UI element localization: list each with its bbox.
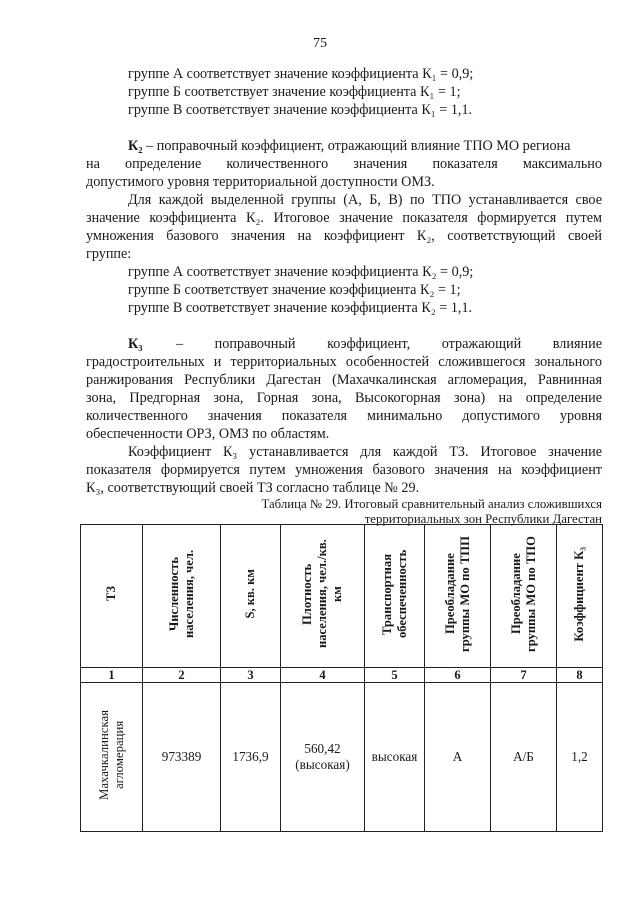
zones-table bbox=[80, 524, 603, 832]
k2-para2-line2: значение коэффициента К₂. Итоговое значение показателя формируется путем bbox=[86, 210, 602, 226]
k1-item-c: группе В соответствует значение коэффициента К₁ = 1,1. bbox=[128, 102, 473, 118]
header-transport bbox=[365, 525, 425, 668]
cell-density bbox=[281, 683, 365, 832]
table-header-row bbox=[81, 525, 603, 668]
k2-para2-line1: Для каждой выделенной группы (А, Б, В) по ТПО устанавливается свое bbox=[128, 192, 602, 208]
k2-definition-start: – поправочный коэффициент, отражающий влияние ТПО МО региона bbox=[142, 138, 571, 154]
header-tpo bbox=[491, 525, 557, 668]
header-area-label: S, кв. км bbox=[243, 569, 257, 619]
table-row bbox=[81, 683, 603, 832]
k2-term: К₂ bbox=[128, 138, 143, 154]
table-caption-line2: территориальных зон Республики Дагестан bbox=[364, 512, 602, 526]
k2-para2-line3: умножения базового значения на коэффициент К₂, соответствующий своей bbox=[86, 228, 602, 244]
k3-para2-line3: К₃, соответствующий своей ТЗ согласно таблице № 29. bbox=[86, 480, 420, 496]
cell-tpp: А bbox=[425, 683, 491, 832]
cell-tz bbox=[81, 683, 143, 832]
k3-paragraph-line4: зона, Предгорная зона, Горная зона, Высокогорная зона) на определение bbox=[86, 390, 602, 406]
col-number: 6 bbox=[425, 668, 491, 683]
cell-transport: высокая bbox=[365, 683, 425, 832]
header-population bbox=[143, 525, 221, 668]
k2-item-b: группе Б соответствует значение коэффициента К₂ = 1; bbox=[128, 282, 461, 298]
cell-tz-label: Махачкалинская агломерация bbox=[96, 709, 126, 801]
k1-item-b: группе Б соответствует значение коэффициента К₁ = 1; bbox=[128, 84, 461, 100]
col-number: 4 bbox=[281, 668, 365, 683]
header-tpp bbox=[425, 525, 491, 668]
col-number: 5 bbox=[365, 668, 425, 683]
k3-term-label: К₃ bbox=[128, 336, 143, 352]
k3-para2-line2: показателя формируется путем умножения базового значения на коэффициент bbox=[86, 462, 602, 478]
k3-definition-start: – поправочный коэффициент, отражающий влияние bbox=[176, 336, 602, 352]
col-number: 2 bbox=[143, 668, 221, 683]
col-number: 8 bbox=[557, 668, 603, 683]
header-area bbox=[221, 525, 281, 668]
k2-item-c: группе В соответствует значение коэффициента К₂ = 1,1. bbox=[128, 300, 473, 316]
table-caption-line1: Таблица № 29. Итоговый сравнительный анализ сложившихся bbox=[261, 497, 602, 511]
col-number: 7 bbox=[491, 668, 557, 683]
k3-term bbox=[128, 335, 143, 353]
k2-paragraph-line2: на определение количественного значения показателя максимально bbox=[86, 156, 602, 172]
header-tz-label: ТЗ bbox=[104, 586, 118, 602]
header-tpo-label: Преобладание группы МО по ТПО bbox=[508, 536, 538, 652]
header-population-label: Численность населения, чел. bbox=[166, 549, 196, 639]
k2-paragraph-line1 bbox=[128, 137, 570, 155]
cell-density-value: 560,42 bbox=[304, 741, 341, 756]
k2-paragraph-line3: допустимого уровня территориальной доступности ОМЗ. bbox=[86, 174, 435, 190]
cell-tpo: А/Б bbox=[491, 683, 557, 832]
header-density-label: Плотность населения, чел./кв. км bbox=[300, 539, 344, 649]
k2-item-a: группе А соответствует значение коэффициента К₂ = 0,9; bbox=[128, 264, 474, 280]
header-k3 bbox=[557, 525, 603, 668]
header-transport-label: Транспортная обеспеченность bbox=[379, 549, 409, 639]
cell-density-note: (высокая) bbox=[295, 757, 350, 772]
table-number-row bbox=[81, 668, 603, 683]
header-tz bbox=[81, 525, 143, 668]
k3-paragraph-line2: градостроительных и территориальных особенностей сложившегося зонального bbox=[86, 354, 602, 370]
cell-k3: 1,2 bbox=[557, 683, 603, 832]
page-number: 75 bbox=[313, 36, 327, 51]
k3-paragraph-line3: ранжирования Республики Дагестан (Махачкалинская агломерация, Равнинная bbox=[86, 372, 602, 388]
k1-item-a: группе А соответствует значение коэффициента К₁ = 0,9; bbox=[128, 66, 474, 82]
header-k3-label: Коэффициент К₃ bbox=[572, 546, 586, 642]
header-density bbox=[281, 525, 365, 668]
k2-para2-line4: группе: bbox=[86, 246, 132, 262]
col-number: 1 bbox=[81, 668, 143, 683]
cell-area: 1736,9 bbox=[221, 683, 281, 832]
k3-paragraph-line5: количественного значения показателя минимально допустимого уровня bbox=[86, 408, 602, 424]
cell-population: 973389 bbox=[143, 683, 221, 832]
k3-paragraph-line6: обеспеченности ОРЗ, ОМЗ по областям. bbox=[86, 426, 330, 442]
col-number: 3 bbox=[221, 668, 281, 683]
header-tpp-label: Преобладание группы МО по ТПП bbox=[442, 536, 472, 652]
k3-para2-line1: Коэффициент К₃ устанавливается для каждой ТЗ. Итоговое значение bbox=[128, 444, 602, 460]
